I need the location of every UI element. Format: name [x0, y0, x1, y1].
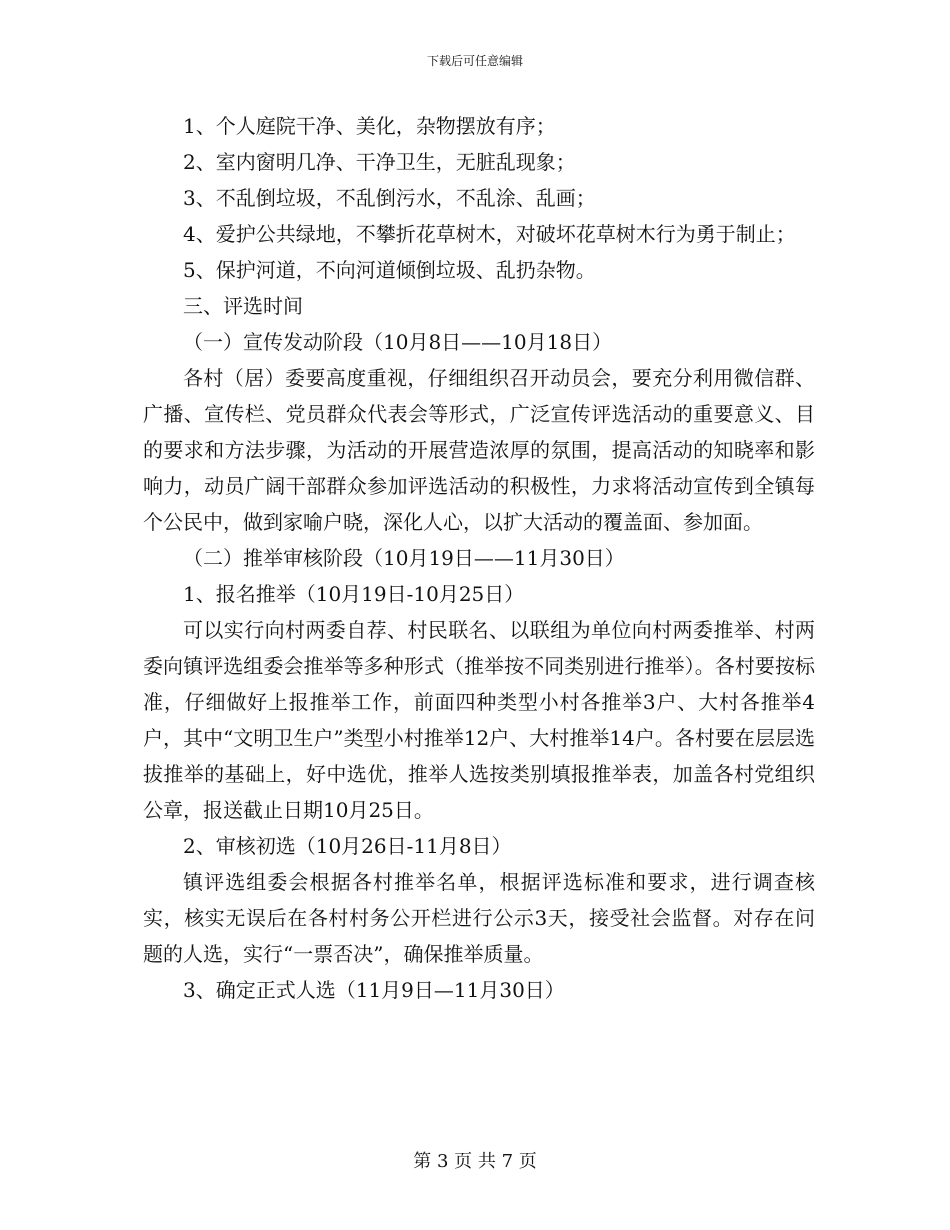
paragraph: 5、保护河道，不向河道倾倒垃圾、乱扔杂物。	[183, 258, 596, 282]
paragraph: 镇评选组委会根据各村推举名单，根据评选标准和要求，进行调查核实，核实无误后在各村村务公开栏进行公示3天，接受社会监督。对存在问题的人选，实行“一票否决”，确保推举质量。	[143, 870, 815, 966]
paragraph: 各村（居）委要高度重视，仔细组织召开动员会，要充分利用微信群、广播、宣传栏、党员群众代表会等形式，广泛宣传评选活动的重要意义、目的要求和方法步骤，为活动的开展营造浓厚的氛围，提高活动的知晓率和影响力，动员广阔干部群众参加评选活动的积极性，力求将活动宣传到全镇每个公民中，做到家喻户晓，深化人心，以扩大活动的覆盖面、参加面。	[143, 366, 815, 534]
paragraph: 3、不乱倒垃圾，不乱倒污水，不乱涂、乱画；	[183, 186, 596, 210]
paragraph: 4、爱护公共绿地，不攀折花草树木，对破坏花草树木行为勇于制止；	[183, 222, 796, 246]
paragraph: 可以实行向村两委自荐、村民联名、以联组为单位向村两委推举、村两委向镇评选组委会推举等多种形式（推举按不同类别进行推举）。各村要按标准，仔细做好上报推举工作，前面四种类型小村各推举3户、大村各推举4户，其中“文明卫生户”类型小村推举12户、大村推举14户。各村要在层层选拔推举的基础上，好中选优，推举人选按类别填报推举表，加盖各村党组织公章，报送截止日期10月25日。	[143, 618, 815, 822]
paragraph: 2、审核初选（10月26日-11月8日）	[183, 834, 512, 858]
paragraph: 2、室内窗明几净、干净卫生，无脏乱现象；	[183, 150, 576, 174]
subsection-heading: （一）宣传发动阶段（10月8日——10月18日）	[183, 330, 613, 354]
page-header-note: 下载后可任意编辑	[426, 54, 523, 68]
page-number: 第 3 页 共 7 页	[413, 1151, 537, 1172]
document-body	[143, 108, 815, 1008]
section-heading: 三、评选时间	[183, 294, 303, 318]
paragraph: 1、个人庭院干净、美化，杂物摆放有序；	[183, 114, 556, 138]
subsection-heading: （二）推举审核阶段（10月19日——11月30日）	[183, 546, 625, 570]
paragraph: 3、确定正式人选（11月9日—11月30日）	[183, 978, 565, 1002]
paragraph: 1、报名推举（10月19日-10月25日）	[183, 582, 525, 606]
